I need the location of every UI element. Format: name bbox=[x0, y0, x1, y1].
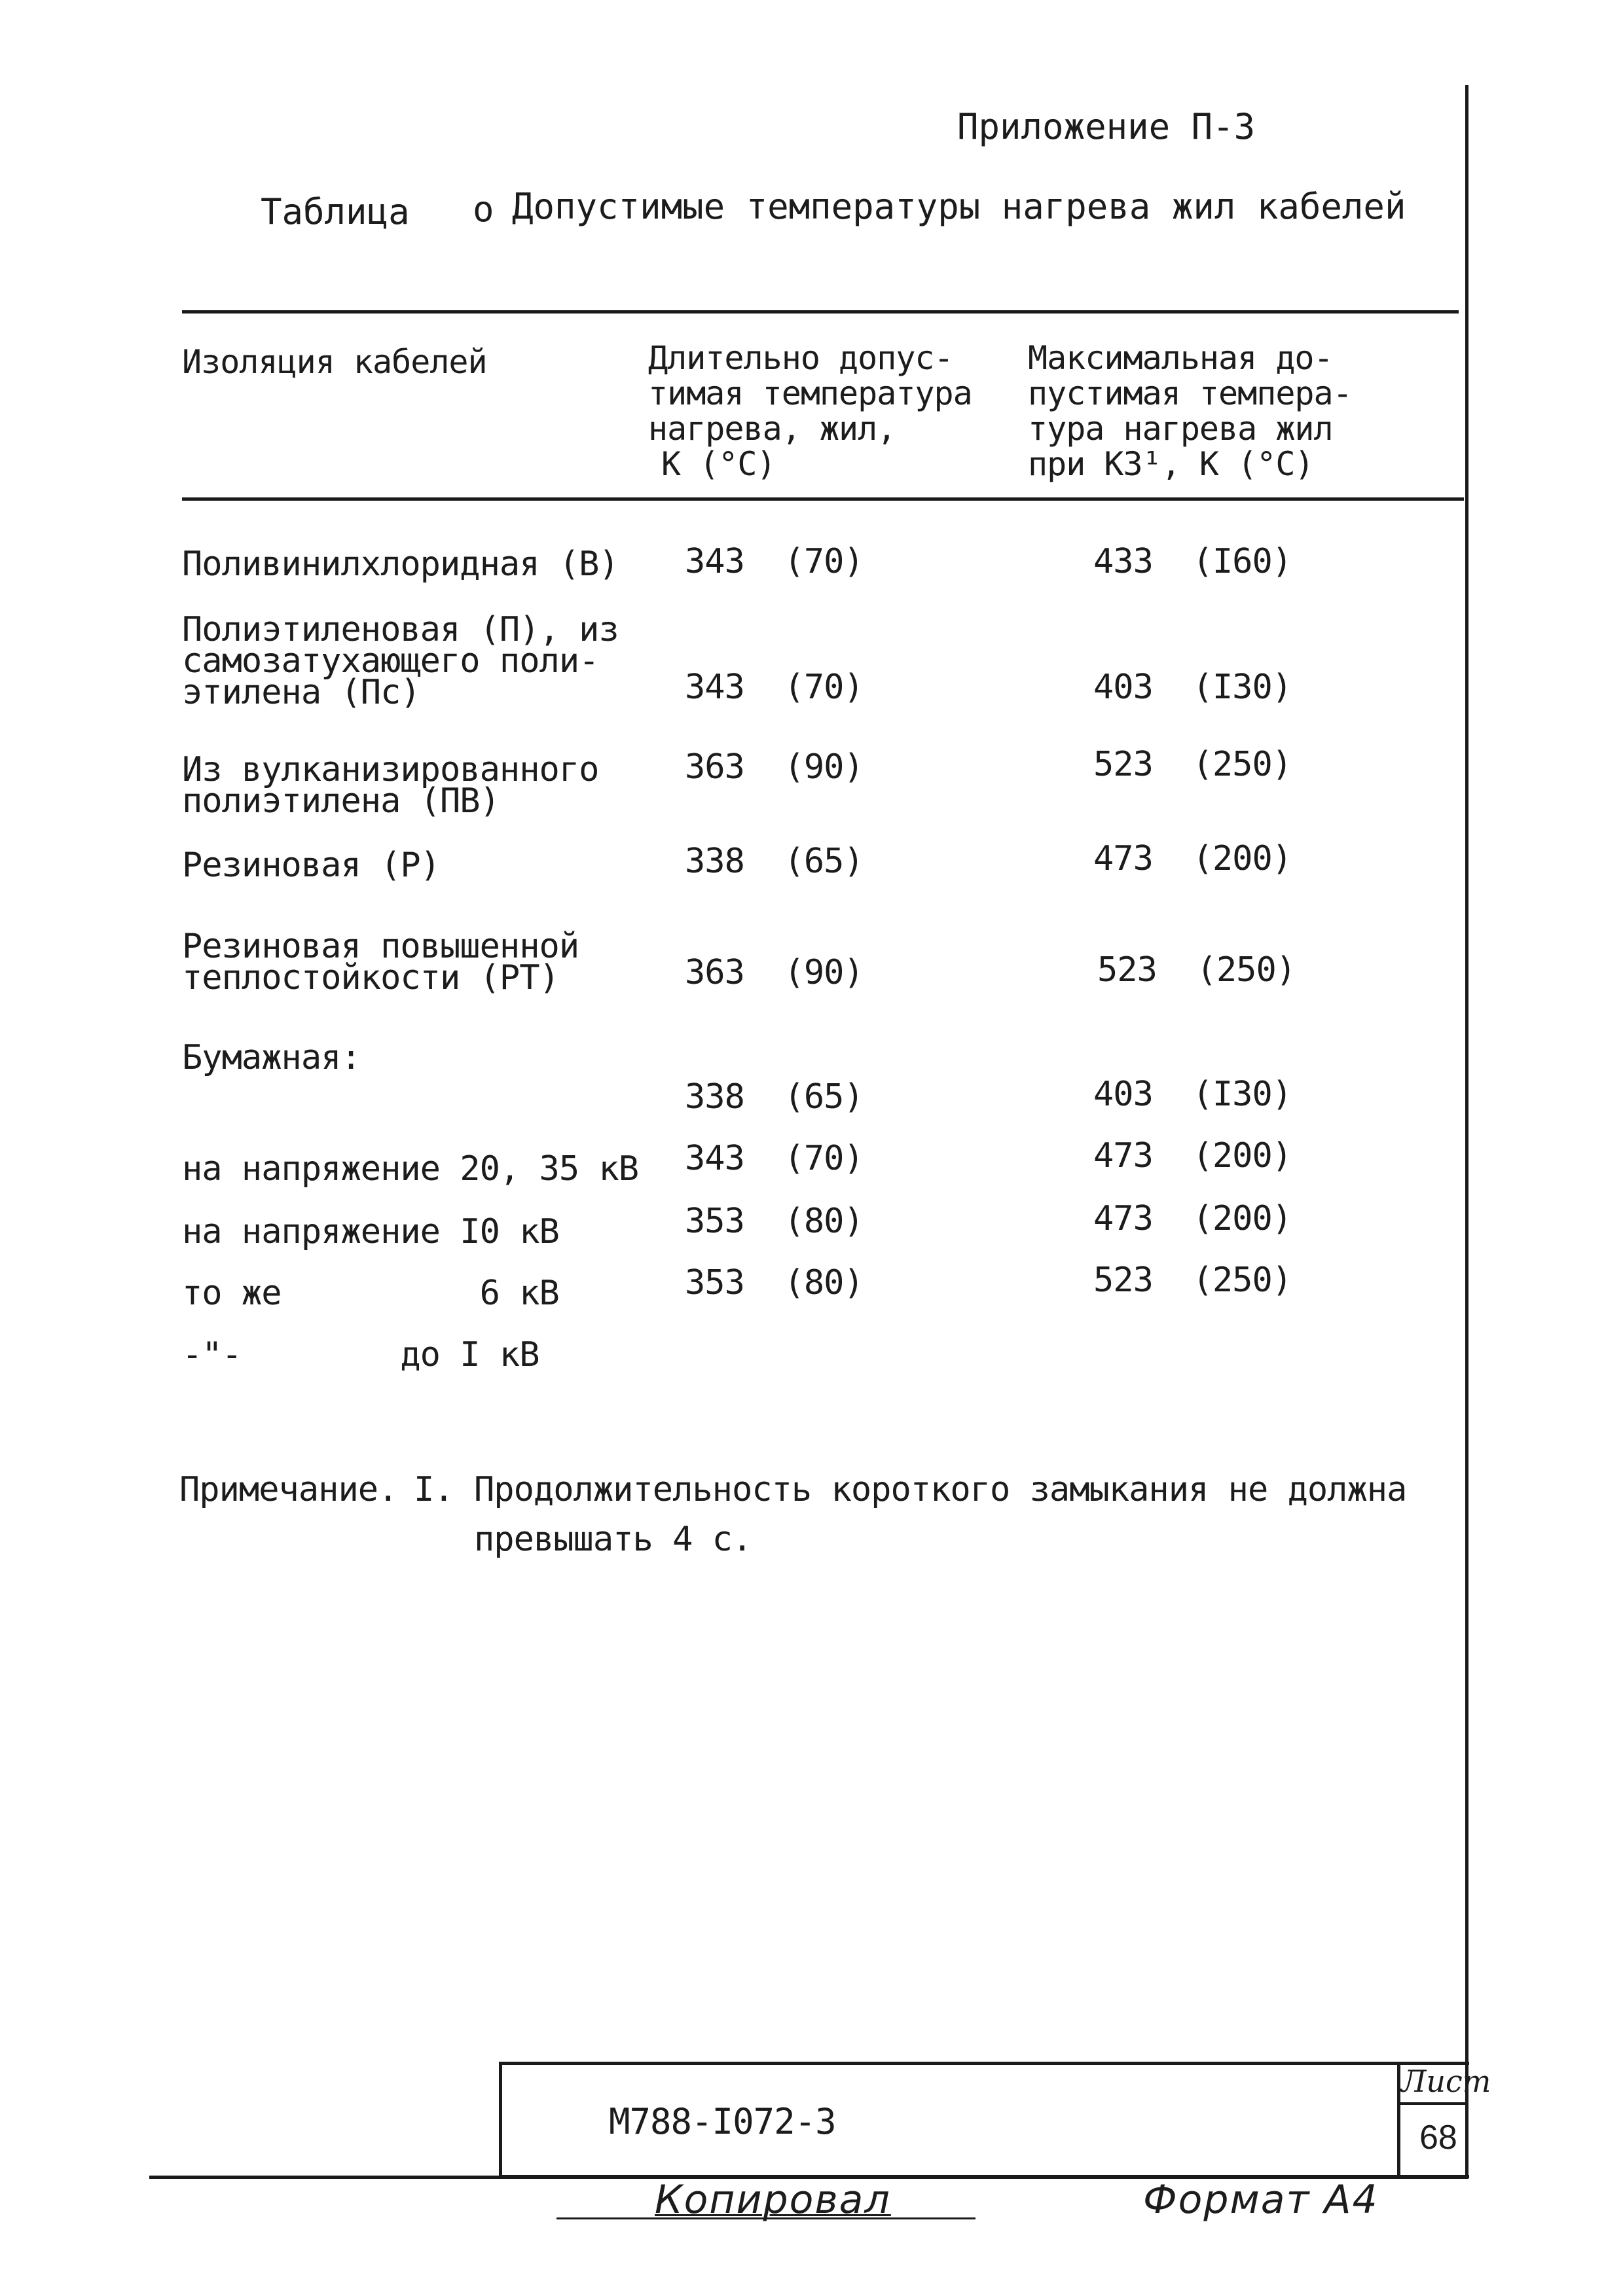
cell-max: 403 (I30) bbox=[1093, 668, 1292, 707]
cell-long-term: 338 (65) bbox=[685, 1077, 864, 1117]
sheet-cell-divider bbox=[1397, 2102, 1468, 2105]
cell-max: 523 (250) bbox=[1093, 745, 1292, 784]
column-header-max-temp: Максимальная до- пустимая темпера- тура нагрева жил при КЗ¹, К (°С) bbox=[1028, 339, 1352, 483]
table-row: на напряжение I0 кВ bbox=[182, 1212, 559, 1251]
note-number: I. bbox=[414, 1470, 454, 1509]
table-row: Резиновая повышенной теплостойкости (РТ) bbox=[182, 927, 579, 997]
cell-long-term: 343 (70) bbox=[685, 542, 864, 581]
table-row: Полиэтиленовая (П), из самозатухающего поли- этилена (Пс) bbox=[182, 610, 619, 712]
table-caption-title: Допустимые температуры нагрева жил кабелей bbox=[512, 186, 1406, 227]
cell-long-term: 343 (70) bbox=[685, 668, 864, 707]
cell-max: 403 (I30) bbox=[1093, 1075, 1292, 1114]
note-label: Примечание. bbox=[179, 1470, 398, 1509]
column-header-long-term-temp: Длительно допус- тимая температура нагрева, жил, К (°С) bbox=[648, 339, 972, 483]
cell-max: 433 (I60) bbox=[1093, 542, 1292, 581]
table-row: Поливинилхлоридная (В) bbox=[182, 545, 619, 584]
cell-max: 473 (200) bbox=[1093, 1136, 1292, 1175]
cell-long-term: 338 (65) bbox=[685, 842, 864, 881]
table-group-heading: Бумажная: bbox=[182, 1038, 361, 1077]
table-caption-label: Таблица bbox=[261, 191, 410, 232]
table-caption-marker: о bbox=[473, 188, 494, 230]
column-header-insulation: Изоляция кабелей bbox=[182, 343, 487, 381]
document-code: М788-I072-3 bbox=[609, 2101, 836, 2142]
cell-long-term: 363 (90) bbox=[685, 747, 864, 787]
cell-max: 523 (250) bbox=[1097, 950, 1296, 990]
format-label: Формат А4 bbox=[1143, 2177, 1379, 2223]
cell-max: 473 (200) bbox=[1093, 1199, 1292, 1238]
cell-long-term: 353 (80) bbox=[685, 1202, 864, 1241]
cell-long-term: 363 (90) bbox=[685, 953, 864, 992]
cell-max: 523 (250) bbox=[1093, 1261, 1292, 1300]
appendix-label: Приложение П-3 bbox=[957, 106, 1256, 147]
copied-by-label: Копировал bbox=[655, 2177, 891, 2223]
sheet-label: Лист bbox=[1401, 2064, 1491, 2099]
table-row: Резиновая (Р) bbox=[182, 846, 440, 885]
table-row: то же 6 кВ bbox=[182, 1274, 559, 1313]
note-line-1: Продолжительность короткого замыкания не должна bbox=[474, 1470, 1407, 1509]
table-top-rule bbox=[182, 310, 1459, 314]
table-row: Из вулканизированного полиэтилена (ПВ) bbox=[182, 750, 599, 821]
table-row: -"- до I кВ bbox=[182, 1335, 539, 1374]
cell-max: 473 (200) bbox=[1093, 839, 1292, 878]
table-header-rule bbox=[182, 497, 1464, 501]
cell-long-term: 353 (80) bbox=[685, 1263, 864, 1302]
table-row: на напряжение 20, 35 кВ bbox=[182, 1149, 639, 1189]
sheet-number: 68 bbox=[1419, 2119, 1457, 2157]
cell-long-term: 343 (70) bbox=[685, 1139, 864, 1178]
right-border-line bbox=[1465, 85, 1468, 2177]
note-line-2: превышать 4 с. bbox=[474, 1520, 752, 1559]
